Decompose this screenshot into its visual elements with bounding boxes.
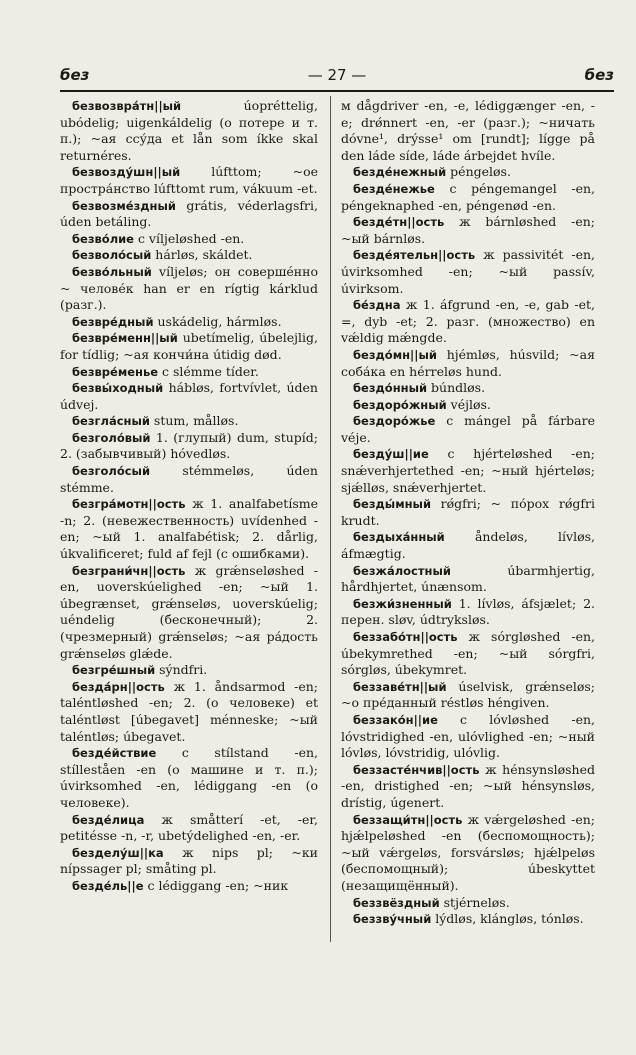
header-right-word: без [584,66,614,84]
dictionary-entry [341,911,595,928]
dictionary-entry [341,247,595,297]
left-column [60,98,318,895]
entry-definition: úbarmhjertig, hårdhjertet, únænsom. [341,562,595,595]
entry-definition: grátis, véderlagsfri, úden betáling. [60,197,318,230]
dictionary-entry [60,662,318,679]
entry-definition: ж 1. åndsarmod -en; taléntløshed -en; 2. (о человеке) et taléntløst [úbegavet] ménneske; ~ый taléntløs; úbegavet. [60,678,318,744]
dictionary-entry [341,762,595,812]
entry-definition: 1. lívløs, áfsjælet; 2. перен. sløv, údtryksløs. [341,595,595,628]
header-left-word: без [60,66,90,84]
dictionary-entry [60,330,318,363]
right-column [341,98,595,928]
entry-definition: ж vǽrgeløshed -en; hjǽlpeløshed -en (беспомощность); ~ый vǽrgeløs, forsvársløs; hjǽlpeløs (беспомощный); úbeskyttet (незащищённый). [341,811,595,893]
dictionary-entry [60,496,318,562]
entry-definition: stjérneløs. [439,894,510,910]
dictionary-entry [341,712,595,762]
entry-headword: беззву́чный [353,912,432,927]
dictionary-entry [60,679,318,745]
dictionary-entry [60,380,318,413]
entry-headword: беззаве́тн||ый [353,679,447,694]
entry-headword: безвозме́здный [72,198,176,213]
entry-definition: с hjérteløshed -en; snǽverhjertethed -en; ~ный hjérteløs; sjǽlløs, snǽverhjertet. [341,446,595,495]
dictionary-entry [60,812,318,845]
dictionary-entry [341,164,595,181]
entry-headword: безду́ш||ие [353,447,429,462]
entry-headword: бездо́нный [353,381,428,396]
dictionary-entry [341,895,595,912]
entry-definition: с lédiggang -en; ~ник [143,877,289,893]
header-rule [60,90,614,92]
entry-definition: с stílstand -en, stílleståen -en (о машине и т. п.); úvirksomhed -en, lédiggang -en (о человеке). [60,745,318,810]
entry-definition: víljeløs; он совершéнно ~ человéк han er en rígtig kárklud (разг.). [60,263,318,313]
entry-definition: åndeløs, lívløs, áfmægtig. [341,529,595,562]
entry-definition: véjløs. [446,396,491,412]
dictionary-entry [341,812,595,895]
entry-headword: безделу́ш||ка [72,845,164,860]
dictionary-entry [341,563,595,596]
entry-definition: ж 1. áfgrund -en, -e, gab -et, =, dyb -et; 2. разг. (множество) en vǽldig mǽngde. [341,297,595,346]
dictionary-entry [341,413,595,446]
entry-definition: úselvisk, grǽnseløs; ~о пре́данный réstløs héngiven. [341,678,595,711]
dictionary-entry [341,496,595,529]
entry-headword: безде́ль||е [72,878,144,893]
entry-definition: búndløs. [427,380,486,396]
entry-definition: с víljeløshed -en. [133,230,245,246]
entry-definition: с péngemangel -en, péngeknaphed -en, péngenød -en. [341,180,595,213]
column-divider [330,96,331,942]
dictionary-entry [341,347,595,380]
dictionary-entry [60,164,318,197]
entry-definition: ж nips pl; ~ки nípssager pl; småting pl. [60,844,318,877]
dictionary-entry [60,98,318,164]
entry-headword: безво́лие [72,231,134,246]
entry-headword: безгре́шный [72,663,156,678]
dictionary-entry [60,231,318,248]
entry-definition: ubetímelig, úbelejlig, for tídlig; ~ая кончи́на útidig død. [60,330,318,362]
dictionary-entry [341,679,595,712]
page-header [60,64,614,92]
dictionary-entry [60,430,318,463]
entry-headword: безда́рн||ость [72,679,165,694]
entry-definition: stémmeløs, úden stémme. [60,463,318,495]
entry-headword: бездоро́жный [353,397,447,412]
entry-definition: 1. (глупый) dum, stupíd; 2. (забывчивый) hóvedløs. [60,429,318,462]
entry-definition: úopréttelig, ubódelig; uigenkáldelig (о потере и т. п.); ~ая ссу́да et lån som íkke skal returnéres. [60,98,318,163]
entry-definition: ж hénsynsløshed -en, dristighed -en; ~ый hénsynsløs, drístig, úgenert. [341,761,595,810]
entry-headword: беззако́н||ие [353,712,438,727]
entry-headword: безволо́сый [72,248,152,263]
entry-headword: бездоро́жье [353,414,436,429]
entry-headword: беззащи́тн||ость [353,812,463,827]
dictionary-entry [60,878,318,895]
entry-definition: ж sórgløshed -en, úbekymrethed -en; ~ый sórgfri, sórgløs, úbekymret. [341,629,595,678]
entry-definition: péngeløs. [446,164,511,180]
entry-headword: безде́нежный [353,165,447,180]
entry-headword: безде́тн||ость [353,215,445,230]
entry-definition: ж 1. analfabetísme -n; 2. (невежественность) uvídenhed -en; ~ый 1. analfabétisk; 2. dårlig, úkvalificeret; fuld af fejl (с ошибками). [60,496,318,562]
entry-headword: бездо́мн||ый [353,347,437,362]
entry-headword: беззвёздный [353,895,440,910]
entry-headword: безвре́менье [72,364,159,379]
dictionary-entry [60,314,318,331]
entry-definition: hábløs, fortvívlet, úden údvej. [60,380,318,412]
dictionary-entry [341,181,595,214]
entry-headword: безде́нежье [353,181,435,196]
page-number: — 27 — [307,66,367,84]
entry-definition: ж passivitét -en, úvirksomhed -en; ~ый passív, úvirksom. [341,247,595,296]
entry-definition: ж grǽnseløshed -en, uoverskúelighed -en; ~ый 1. úbegrænset, grǽnseløs, uoverskúelig; uéndelig (бесконечный); 2. (чрезмерный) grǽnseløs; ~ая ра́дость grǽnseløs glǽde. [60,562,318,661]
dictionary-entry [341,446,595,496]
entry-headword: безды́мный [353,497,432,512]
entry-headword: безгра́мотн||ость [72,497,186,512]
entry-headword: безво́льный [72,264,152,279]
dictionary-entry [60,364,318,381]
entry-definition: м dågdriver -en, -e, lédiggænger -en, -e; drǿnnert -en, -er (разг.); ~ничать dóvne¹, drýsse¹ om [rundt]; lígge på den láde síde, láde árbejdet hvíle. [341,98,595,163]
entry-definition: hjémløs, húsvild; ~ая соба́ка en hérreløs hund. [341,346,595,379]
dictionary-entry [60,264,318,314]
entry-definition: stum, målløs. [149,413,239,429]
entry-definition: с mángel på fárbare véje. [341,413,595,445]
dictionary-entry [60,845,318,878]
dictionary-entry [60,413,318,430]
entry-headword: безде́лица [72,812,145,827]
entry-definition: uskádelig, hármløs. [153,313,282,329]
entry-definition: lýdløs, klángløs, tónløs. [431,911,584,927]
entry-headword: безголо́сый [72,464,151,479]
entry-definition: rǿgfri; ~ по́рох rǿgfri krudt. [341,496,595,528]
dictionary-entry [60,745,318,811]
dictionary-entry [341,629,595,679]
entry-definition: sýndfri. [155,662,208,678]
entry-headword: безжи́зненный [353,596,452,611]
dictionary-entry [60,463,318,496]
entry-headword: беззабо́тн||ость [353,630,458,644]
entry-headword: безвозду́шн||ый [72,165,181,180]
entry-headword: безвре́менн||ый [72,331,178,346]
entry-headword: безгла́сный [72,414,150,429]
entry-headword: безвозвра́тн||ый [72,99,182,113]
entry-headword: безвре́дный [72,314,154,329]
dictionary-entry [341,98,595,164]
dictionary-entry [341,397,595,414]
entry-definition: ж bárnløshed -en; ~ый bárnløs. [341,214,595,246]
entry-definition: с lóvløshed -en, lóvstridighed -en, ulóvlighed -en; ~ный lóvløs, lóvstridig, ulóvlig. [341,711,595,761]
entry-headword: безде́йствие [72,746,157,761]
dictionary-entry [341,529,595,562]
entry-definition: с slémme tíder. [158,363,259,379]
entry-headword: безде́ятельн||ость [353,248,476,263]
entry-headword: безжа́лостный [353,563,451,578]
entry-headword: беззасте́нчив||ость [353,762,480,777]
dictionary-entry [341,596,595,629]
entry-definition: hárløs, skáldet. [151,247,253,263]
dictionary-entry [60,247,318,264]
entry-definition: ж småtterí -et, -er, petitésse -n, -r, ubetýdelighed -en, -er. [60,811,318,844]
dictionary-entry [60,198,318,231]
entry-headword: бе́здна [353,298,401,313]
entry-definition: lúfttom; ~ое простра́нство lúfttomt rum, vákuum -et. [60,164,318,196]
dictionary-entry [341,214,595,247]
dictionary-entry [60,563,318,663]
dictionary-entry [341,380,595,397]
entry-headword: безвы́ходный [72,381,164,396]
dictionary-entry [341,297,595,347]
entry-headword: безголо́вый [72,430,151,445]
entry-headword: бездыха́нный [353,530,445,545]
entry-headword: безграни́чн||ость [72,563,186,578]
